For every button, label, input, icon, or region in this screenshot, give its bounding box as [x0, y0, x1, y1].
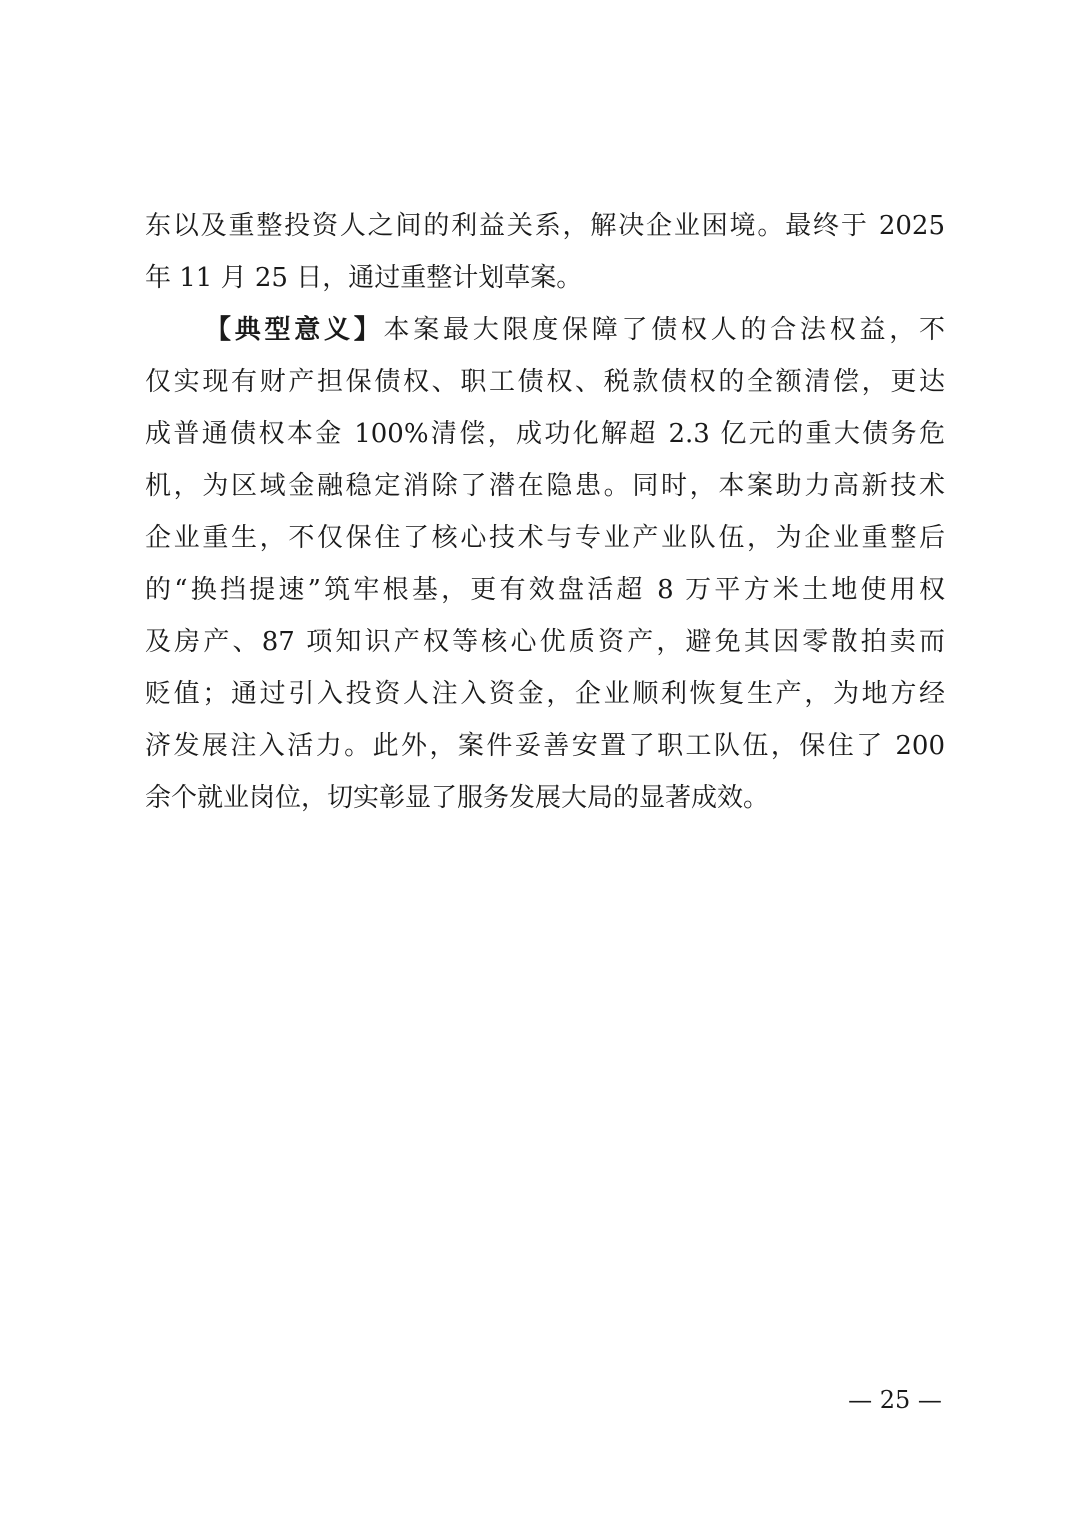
paragraph-text: 本案最大限度保障了债权人的合法权益，不 [383, 315, 945, 345]
paragraph-line: 仅实现有财产担保债权、职工债权、税款债权的全额清偿，更达 [145, 367, 945, 397]
section-heading: 【典型意义】 [205, 315, 384, 345]
paragraph-line: 余个就业岗位，切实彰显了服务发展大局的显著成效。 [145, 783, 770, 813]
paragraph-line: 机，为区域金融稳定消除了潜在隐患。同时，本案助力高新技术 [145, 471, 945, 501]
paragraph-line: 东以及重整投资人之间的利益关系，解决企业困境。最终于 2025 [145, 211, 945, 241]
paragraph-line: 的“换挡提速”筑牢根基，更有效盘活超 8 万平方米土地使用权 [145, 575, 945, 605]
paragraph-line: 及房产、87 项知识产权等核心优质资产，避免其因零散拍卖而 [145, 627, 945, 657]
paragraph-line: 年 11 月 25 日，通过重整计划草案。 [145, 263, 583, 293]
paragraph-line: 企业重生，不仅保住了核心技术与专业产业队伍，为企业重整后 [145, 523, 945, 553]
paragraph-line: 济发展注入活力。此外，案件妥善安置了职工队伍，保住了 200 [145, 731, 945, 761]
body-text [145, 200, 945, 824]
paragraph-first-line [145, 304, 945, 356]
page-number: — 25 — [848, 1386, 942, 1414]
paragraph-line: 贬值；通过引入投资人注入资金，企业顺利恢复生产，为地方经 [145, 679, 945, 709]
paragraph-line: 成普通债权本金 100%清偿，成功化解超 2.3 亿元的重大债务危 [145, 419, 945, 449]
